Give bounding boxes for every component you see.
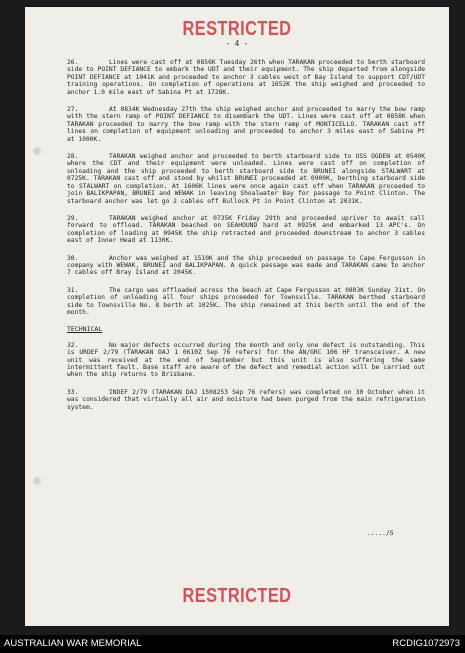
paragraph-31 (67, 287, 425, 317)
paragraph-27 (67, 106, 425, 143)
paragraph-text: Lines were cast off at 0856K Tuesday 26th when TARAKAN proceeded to berth starboard side to POINT DEFIANCE to embark the UDT and their equipment. The ship departed from alongside POINT DEFIANCE at 1041K and proceeded to anchor 3 cables west of Bay Island to support CDT/UDT training operations. On completion of operations at 1652K the ship weighed and proceeded to anchor 1.0 mile east of Sabina Pt at 1728K. (67, 59, 425, 96)
paragraph-text: TARAKAN weighed anchor at 0735K Friday 29th and proceeded upriver to await call forward to offload. TARAKAN beached on SEAHOUND hard at 0925K and embarked 13 APC's. On completion of loading at 0945K the ship retracted and proceeded downstream to anchor 3 cables east of Inner Head at 1130K. (67, 214, 425, 245)
paragraph-text: No major defects occurred during the month and only one defect is outstanding. This is URDEF 2/79 (TARAKAN DAJ 1 0610Z Sep 76 refers) for the AN/GRC 106 HF transceiver. A new unit was received at the end of September but this unit is also suffering the same intermittent fault. Base staff are aware of the defect and remedial action will be carried out when the ship returns to Brisbane. (67, 341, 425, 379)
document-page (25, 7, 449, 626)
paragraph-29 (67, 215, 425, 245)
continuation-marker: ...../5 (367, 530, 394, 537)
archive-name: AUSTRALIAN WAR MEMORIAL (4, 638, 142, 649)
paragraph-number: 31. (67, 286, 79, 294)
paragraph-32 (67, 342, 425, 379)
paragraph-number: 29. (67, 214, 79, 222)
document-body (67, 59, 425, 421)
paragraph-28 (67, 153, 425, 205)
paragraph-text: INDEF 2/79 (TARAKAN DAJ 1508253 Sep 76 refers) was completed on 30 October when it was considered that virtually all air and moisture had been purged from the main refrigeration system. (67, 388, 425, 411)
paragraph-text: TARAKAN weighed anchor and proceeded to berth starboard side to USS OGDEN at 0540K where the CDT and their equipment were unloaded. Lines were cast off on completion of unloading and the ship proceeded to berth starboard side to BRUNEI alongside STALWART at 0725K. TARAKAN cast off and stood by whilst BRUNEI proceeded at 0900K, berthing starboard side to STALWART on completion. At 1606K lines were once again cast off when TARAKAN proceeded to join BALIKPAPAN, BRUNEI and WEWAK in leaving Shoalwater Bay for passage to Point Clinton. The starboard anchor was let go 2 cables off Bullock Pt in Point Clinton at 2031K. (67, 153, 425, 205)
paragraph-number: 32. (67, 341, 79, 349)
archive-footer (0, 635, 465, 653)
paragraph-number: 28. (67, 153, 79, 161)
paragraph-26 (67, 59, 425, 96)
paragraph-number: 26. (67, 59, 79, 66)
paragraph-number: 33. (67, 388, 79, 396)
section-heading-technical: TECHNICAL (67, 325, 103, 334)
paragraph-30 (67, 255, 425, 277)
archive-record-id: RCDIG1072973 (392, 638, 460, 649)
punch-hole (33, 147, 41, 155)
paragraph-number: 27. (67, 106, 79, 114)
paragraph-number: 30. (67, 254, 79, 262)
paragraph-text: Anchor was weighed at 1510K and the ship proceeded on passage to Cape Fergusson in company with WEWAK, BRUNEI and BALIKPAPAN. A quick passage was made and TARAKAN came to anchor 7 cables off Bray Island at 2045K. (67, 254, 425, 277)
page-number: - 4 - (225, 39, 249, 48)
paragraph-text: The cargo was offloaded across the beach at Cape Fergusson at 0803K Sunday 31st. On completion of unloading all four ships proceeded for Townsville. TARAKAN berthed starboard side to Townsville No. 8 berth at 1025K. The ship remained at this berth until the end of the month. (67, 286, 425, 316)
paragraph-33 (67, 389, 425, 411)
punch-hole (33, 477, 41, 485)
restricted-stamp-top: RESTRICTED (182, 18, 292, 40)
restricted-stamp-bottom: RESTRICTED (182, 585, 292, 607)
paragraph-text: At 0834K Wednesday 27th the ship weighed anchor and proceeded to marry the bow ramp with the stern ramp of POINT DEFIANCE to disembark the UDT. Lines were cast off at 0858K when TARAKAN proceeded to marry the bow ramp with the stern ramp of MONTICELLO. TARAKAN cast off lines on completion of equipment unloading and proceeded to anchor 3 miles east of Sabina Pt at 1000K. (67, 106, 425, 143)
